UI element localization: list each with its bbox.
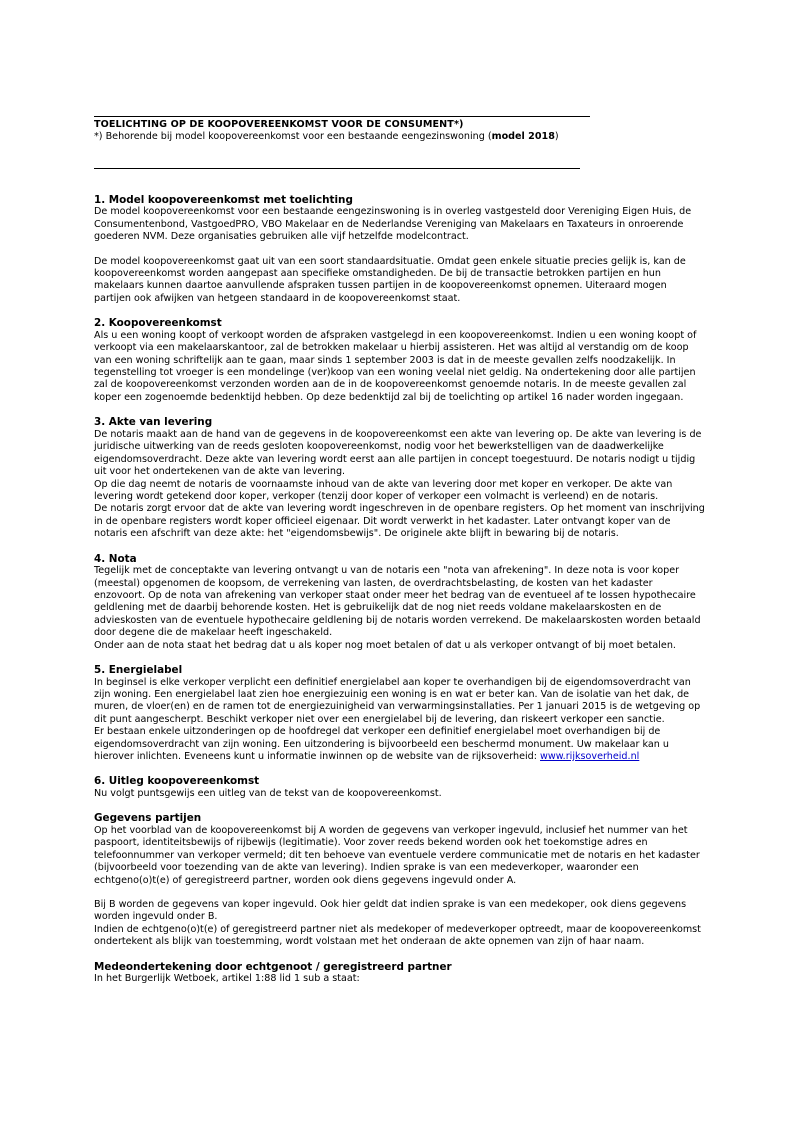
section-heading: 2. Koopovereenkomst bbox=[94, 317, 222, 330]
paragraph: De model koopovereenkomst voor een bestaande eengezinswoning is in overleg vastgesteld door Vereniging Eigen Huis, de Consumentenbond, VastgoedPRO, VBO Makelaar en de Nederlandse Vereniging van Makelaars en Taxateurs in onroerende goederen NVM. Deze organisaties gebruiken alle vijf hetzelfde modelcontract. bbox=[94, 206, 692, 243]
rijksoverheid-link[interactable]: www.rijksoverheid.nl bbox=[540, 751, 640, 762]
paragraph: Als u een woning koopt of verkoopt worden de afspraken vastgelegd in een koopovereenkomst. Indien u een woning koopt of verkoopt via een makelaarskantoor, zal de betrokken makelaar u hierbij assisteren. Het was altijd al verstandig om de koop van een woning schriftelijk aan te gaan, maar sinds 1 september 2003 is dat in de meeste gevallen zelfs noodzakelijk. In tegenstelling tot vroeger is een mondelinge (ver)koop van een woning veelal niet geldig. Na ondertekening door alle partijen zal de koopovereenkomst verzonden worden aan de in de koopovereenkomst genoemde notaris. In de meeste gevallen zal koper een zogenoemde bedenktijd hebben. Op deze bedenktijd zal bij de toelichting op artikel 16 nader worden ingegaan. bbox=[94, 329, 697, 403]
document-title: TOELICHTING OP DE KOOPOVEREENKOMST VOOR DE CONSUMENT*) bbox=[94, 119, 464, 130]
paragraph: Onder aan de nota staat het bedrag dat u als koper nog moet betalen of dat u als verkoper ontvangt of bij moet betalen. bbox=[94, 639, 676, 651]
paragraph: In het Burgerlijk Wetboek, artikel 1:88 lid 1 sub a staat: bbox=[94, 973, 360, 985]
subtitle-prefix: *) Behorende bij model koopovereenkomst voor een bestaande eengezinswoning ( bbox=[94, 131, 492, 143]
section-heading: 6. Uitleg koopovereenkomst bbox=[94, 775, 260, 788]
section-gegevens-partijen bbox=[94, 812, 706, 948]
document-page bbox=[94, 116, 706, 986]
section-heading: 5. Energielabel bbox=[94, 663, 183, 676]
section-heading: 4. Nota bbox=[94, 552, 137, 565]
paragraph: In beginsel is elke verkoper verplicht een definitief energielabel aan koper te overhandigen bij de eigendomsoverdracht van zijn woning. Een energielabel laat zien hoe energiezuinig een woning is en wat er beter kan. Van de isolatie van het dak, de muren, de vloer(en) en de ramen tot de energiezuinigheid van verwarmingsinstallaties. Per 1 januari 2015 is de wetgeving op dit punt aangescherpt. Beschikt verkoper niet over een energielabel bij de levering, dan riskeert verkoper een sanctie. bbox=[94, 676, 701, 725]
section-uitleg-koopovereenkomst bbox=[94, 775, 706, 800]
section-heading: Gegevens partijen bbox=[94, 812, 202, 825]
section-heading: 1. Model koopovereenkomst met toelichting bbox=[94, 193, 353, 206]
paragraph bbox=[94, 726, 706, 763]
paragraph: De model koopovereenkomst gaat uit van een soort standaardsituatie. Omdat geen enkele situatie precies gelijk is, kan de koopovereenkomst worden aangepast aan specifieke omstandigheden. De bij de transactie betrokken partijen en hun makelaars kunnen daartoe aanvullende afspraken tussen partijen in de koopovereenkomst opnemen. Uiteraard mogen partijen ook afwijken van hetgeen standaard in de koopovereenkomst staat. bbox=[94, 255, 686, 304]
paragraph: Bij B worden de gegevens van koper ingevuld. Ook hier geldt dat indien sprake is van een medekoper, ook diens gegevens worden ingevuld onder B. bbox=[94, 899, 687, 923]
section-akte-van-levering bbox=[94, 416, 706, 540]
header-rule-top bbox=[94, 116, 590, 117]
paragraph: Op het voorblad van de koopovereenkomst bij A worden de gegevens van verkoper ingevuld, inclusief het nummer van het paspoort, identiteitsbewijs of rijbewijs (legitimatie). Voor zover reeds bekend worden ook het toekomstige adres en telefoonnummer van verkoper vermeld; dit ten behoeve van eventuele verdere communicatie met de notaris en het kadaster (bijvoorbeeld voor toezending van de akte van levering). Indien sprake is van een medeverkoper, waaronder een echtgeno(o)t(e) of geregistreerd partner, worden ook diens gegevens ingevuld onder A. bbox=[94, 825, 700, 886]
section-heading: 3. Akte van levering bbox=[94, 416, 213, 429]
header-rule-bottom bbox=[94, 168, 580, 169]
section-energielabel bbox=[94, 664, 706, 763]
paragraph: Tegelijk met de conceptakte van levering ontvangt u van de notaris een "nota van afrekening". In deze nota is voor koper (meestal) opgenomen de koopsom, de verrekening van lasten, de overdrachtsbelasting, de kosten van het kadaster enzovoort. Op de nota van afrekening van verkoper staat onder meer het bedrag van de eventueel af te lossen hypothecaire geldlening met de daarbij behorende kosten. Het is gebruikelijk dat de nog niet reeds voldane makelaarskosten en de advieskosten van de eventuele hypothecaire geldlening bij de notaris worden verrekend. De makelaarskosten worden betaald door degene die de makelaar heeft ingeschakeld. bbox=[94, 565, 701, 639]
subtitle-suffix: ) bbox=[554, 131, 559, 143]
section-medeondertekening bbox=[94, 961, 706, 986]
paragraph: Indien de echtgeno(o)t(e) of geregistreerd partner niet als medekoper of medeverkoper optreedt, maar de koopovereenkomst ondertekent als blijk van toestemming, wordt volstaan met het onderaan de akte opnemen van zijn of haar naam. bbox=[94, 923, 701, 948]
subtitle-model: model 2018 bbox=[491, 131, 555, 143]
section-koopovereenkomst bbox=[94, 317, 706, 404]
section-model-koopovereenkomst bbox=[94, 194, 706, 305]
paragraph-text: Er bestaan enkele uitzonderingen op de hoofdregel dat verkoper een definitief energielabel moet overhandigen bij de eigendomsoverdracht van zijn woning. Een uitzondering is bijvoorbeeld een beschermd monument. Uw makelaar kan u hierover inlichten. Eveneens kunt u informatie inwinnen op de website van de rijksoverheid: bbox=[94, 726, 669, 762]
section-nota bbox=[94, 553, 706, 652]
paragraph: De notaris maakt aan de hand van de gegevens in de koopovereenkomst een akte van levering op. De akte van levering is de juridische uitwerking van de reeds gesloten koopovereenkomst, nodig voor het bewerkstelligen van de daadwerkelijke eigendomsoverdracht. Deze akte van levering wordt eerst aan alle partijen in concept toegestuurd. De notaris nodigt u tijdig uit voor het ondertekenen van de akte van levering. bbox=[94, 428, 702, 478]
paragraph: Nu volgt puntsgewijs een uitleg van de tekst van de koopovereenkomst. bbox=[94, 788, 442, 799]
document-subtitle bbox=[94, 131, 706, 143]
section-heading: Medeondertekening door echtgenoot / geregistreerd partner bbox=[94, 960, 452, 973]
paragraph: De notaris zorgt ervoor dat de akte van levering wordt ingeschreven in de openbare registers. Op het moment van inschrijving in de openbare registers wordt koper officieel eigenaar. Dit wordt verwerkt in het kadaster. Later ontvangt koper van de notaris een afschrift van deze akte: het "eigendomsbewijs". De originele akte blijft in bewaring bij de notaris. bbox=[94, 503, 705, 540]
paragraph: Op die dag neemt de notaris de voornaamste inhoud van de akte van levering door met koper en verkoper. De akte van levering wordt getekend door koper, verkoper (tenzij door koper of verkoper een volmacht is verleend) en de notaris. bbox=[94, 478, 673, 502]
